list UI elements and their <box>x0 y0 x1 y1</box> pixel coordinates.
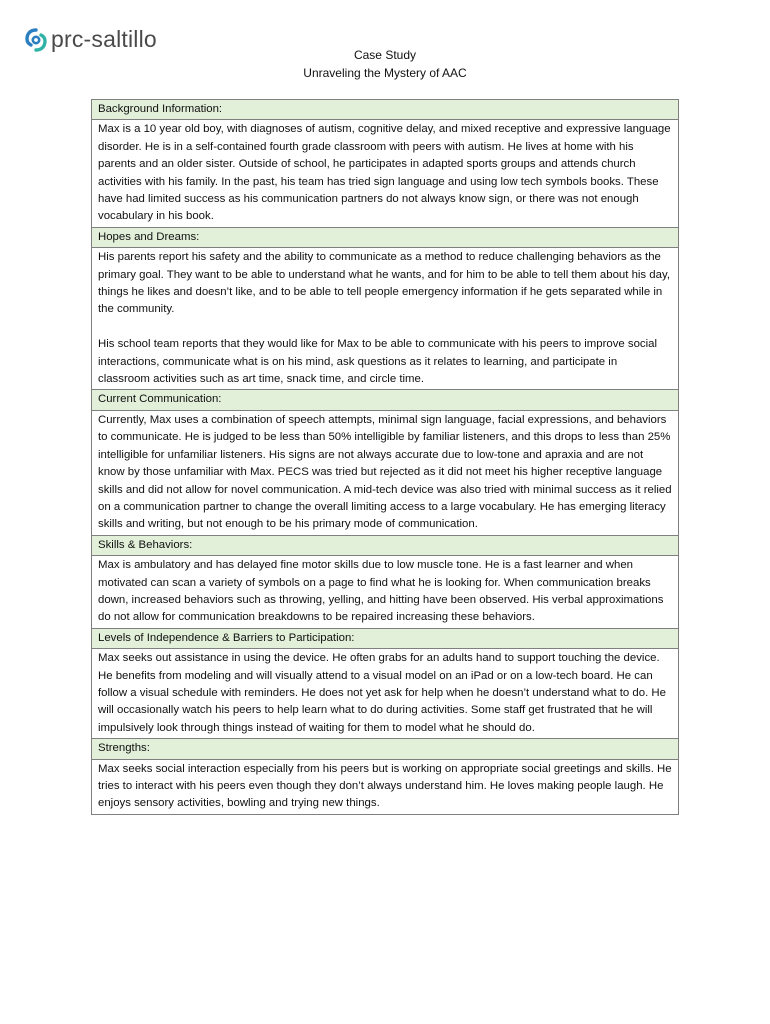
document-title <box>0 46 770 82</box>
logo-wordmark: prc-saltillo <box>51 26 157 52</box>
title-line-2: Unraveling the Mystery of AAC <box>303 66 467 80</box>
section-heading: Current Communication: <box>92 390 679 410</box>
section-paragraph: Max seeks social interaction especially from his peers but is working on appropriate social greetings and skills. He tries to interact with his peers even though they don’t always understand him. He loves making people laugh. He enjoys sensory activities, bowling and trying new things. <box>98 762 672 810</box>
case-study-table <box>91 99 679 815</box>
title-line-1: Case Study <box>353 48 417 62</box>
section-body <box>92 759 679 814</box>
section-paragraph: Max is ambulatory and has delayed fine motor skills due to low muscle tone. He is a fast learner and when motivated can scan a variety of symbols on a page to find what he is looking for. When communication breaks down, increased behaviors such as throwing, yelling, and hitting have been observed. His verbal approximations do not allow for communication breakdowns to be repaired increasing these behaviors. <box>98 559 664 624</box>
section-body-row <box>92 248 679 390</box>
section-heading: Skills & Behaviors: <box>92 535 679 555</box>
section-body <box>92 248 679 390</box>
section-heading-row <box>92 100 679 120</box>
section-heading-row <box>92 535 679 555</box>
section-body-row <box>92 556 679 629</box>
section-heading: Levels of Independence & Barriers to Participation: <box>92 628 679 648</box>
section-body <box>92 649 679 739</box>
section-body <box>92 120 679 227</box>
section-body-row <box>92 410 679 535</box>
section-body-row <box>92 120 679 227</box>
section-body <box>92 410 679 535</box>
section-body-row <box>92 649 679 739</box>
section-heading: Strengths: <box>92 739 679 759</box>
section-paragraph: His parents report his safety and the ability to communicate as a method to reduce challenging behaviors as the primary goal. They want to be able to understand what he wants, and for him to be able to tell them about his day, things he likes and doesn’t like, and to be able to tell people emergency information if he gets separated while in the community. <box>98 251 670 316</box>
section-heading: Hopes and Dreams: <box>92 227 679 247</box>
section-paragraph: Max is a 10 year old boy, with diagnoses of autism, cognitive delay, and mixed receptive and expressive language disorder. He is in a self-contained fourth grade classroom with peers with autism. He lives at home with his parents and an older sister. Outside of school, he participates in adapted sports groups and attends church activities with his family. In the past, his team has tried sign language and using low tech symbols books. These have had limited success as his communication partners do not always know sign, or there was not enough vocabulary in his book. <box>98 123 671 223</box>
section-heading-row <box>92 739 679 759</box>
section-body-row <box>92 759 679 814</box>
section-paragraph: Max seeks out assistance in using the device. He often grabs for an adults hand to support touching the device. He benefits from modeling and will visually attend to a visual model on an iPad or on a low-tech board. He can follow a visual schedule with reminders. He does not yet ask for help when he doesn’t understand what to do. He will occasionally watch his peers to help learn what to do during activities. Some staff get frustrated that he will impulsively look through things instead of waiting for them to model what he should do. <box>98 652 666 734</box>
section-heading: Background Information: <box>92 100 679 120</box>
section-heading-row <box>92 390 679 410</box>
section-heading-row <box>92 628 679 648</box>
section-paragraph: Currently, Max uses a combination of speech attempts, minimal sign language, facial expressions, and behaviors to communicate. He is judged to be less than 50% intelligible by familiar listeners, and this drops to less than 25% intelligible for unfamiliar listeners. His signs are not always accurate due to low-tone and apraxia and are not know by those unfamiliar with Max. PECS was tried but rejected as it did not meet his higher receptive language skills and did not allow for novel communication. A mid-tech device was also tried with minimal success as it relied on a communication partner to change the overall limiting access to a large vocabulary. He has emerging literacy skills and writing, but not enough to be his primary mode of communication. <box>98 413 672 531</box>
section-paragraph: His school team reports that they would like for Max to be able to communicate with his peers to improve social interactions, communicate what is on his mind, ask questions as it relates to learning, and participate in classroom activities such as art time, snack time, and circle time. <box>98 338 658 386</box>
section-heading-row <box>92 227 679 247</box>
section-body <box>92 556 679 629</box>
